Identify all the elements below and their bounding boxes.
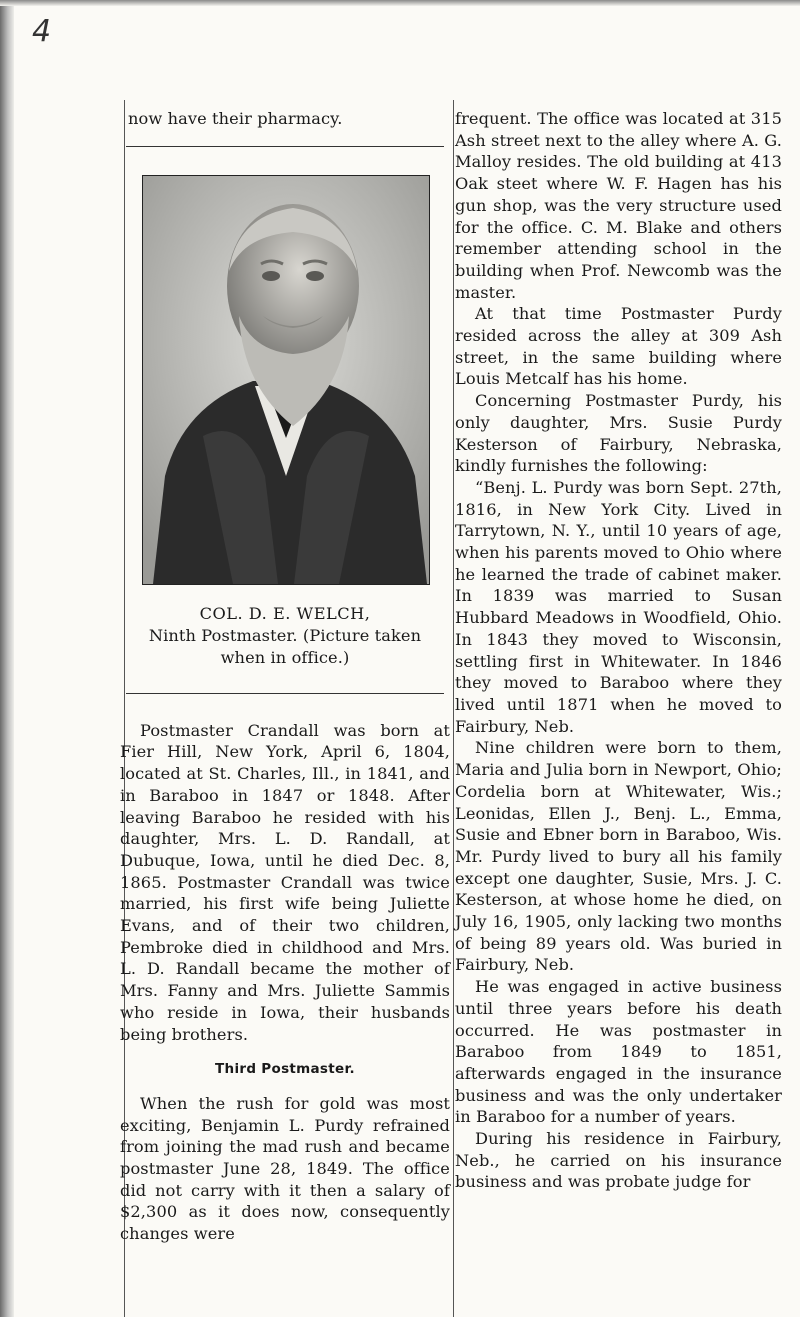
third-postmaster-heading: Third Postmaster.	[215, 1061, 355, 1078]
concerning-paragraph: Concerning Postmaster Purdy, his only daughter, Mrs. Susie Purdy Kesterson of Fairbury, Nebraska, kindly furnishes the following:	[455, 391, 782, 476]
residence-paragraph: At that time Postmaster Purdy resided across the alley at 309 Ash street, in the same building where Louis Metcalf has his home.	[455, 304, 782, 389]
section-rule	[126, 146, 444, 147]
page-top-edge	[0, 0, 800, 6]
portrait-illustration	[143, 176, 429, 584]
portrait-caption	[120, 603, 450, 669]
business-paragraph: He was engaged in active business until three years before his death occurred. He was postmaster in Baraboo from 1849 to 1851, afterwards engaged in the insurance business and was the only undertaker in Baraboo for a number of years.	[455, 977, 782, 1127]
gold-rush-paragraph: When the rush for gold was most exciting, Benjamin L. Purdy refrained from joining the mad rush and became postmaster June 28, 1849. The office did not carry with it then a salary of $2,300 as it does now, consequently changes were	[120, 1093, 450, 1244]
caption-rule	[126, 693, 444, 694]
right-column	[455, 108, 782, 1193]
fairbury-paragraph: During his residence in Fairbury, Neb., he carried on his insurance business and was probate judge for	[455, 1129, 782, 1192]
left-column	[120, 108, 450, 1245]
office-location-paragraph: frequent. The office was located at 315 Ash street next to the alley where A. G. Malloy resides. The old building at 413 Oak steet where W. F. Hagen has his gun shop, was the very structure used for the office. C. M. Blake and others remember attending school in the building when Prof. Newcomb was the master.	[455, 109, 782, 302]
caption-line-2: Ninth Postmaster. (Picture taken	[148, 625, 422, 645]
quoted-biography-paragraph: “Benj. L. Purdy was born Sept. 27th, 1816, in New York City. Lived in Tarrytown, N. Y., until 10 years of age, when his parents moved to Ohio where he learned the trade of cabinet maker. In 1839 was married to Susan Hubbard Meadows in Woodfield, Ohio. In 1843 they moved to Wisconsin, settling first in Whitewater. In 1846 they moved to Baraboo where they lived until 1871 when he moved to Fairbury, Neb.	[455, 477, 782, 736]
top-fragment: now have their pharmacy.	[128, 109, 343, 128]
column-divider	[453, 100, 454, 1317]
portrait-photo	[142, 175, 430, 585]
crandall-paragraph: Postmaster Crandall was born at Fier Hill, New York, April 6, 1804, located at St. Charles, Ill., in 1841, and in Baraboo in 1847 or 1848. After leaving Baraboo he resided with his daughter, Mrs. L. D. Randall, at Dubuque, Iowa, until he died Dec. 8, 1865. Postmaster Crandall was twice married, his first wife being Juliette Evans, and of their two children, Pembroke died in childhood and Mrs. L. D. Randall became the mother of Mrs. Fanny and Mrs. Juliette Sammis who reside in Iowa, their husbands being brothers.	[120, 720, 450, 1044]
children-paragraph: Nine children were born to them, Maria and Julia born in Newport, Ohio; Cordelia born at Whitewater, Wis.; Leonidas, Ellen J., Benj. L., Emma, Susie and Ebner born in Baraboo, Wis. Mr. Purdy lived to bury all his family except one daughter, Susie, Mrs. J. C. Kesterson, at whose home he died, on July 16, 1905, only lacking two months of being 89 years old. Was buried in Fairbury, Neb.	[455, 738, 782, 975]
page-shadow-edge	[0, 0, 14, 1317]
caption-name: COL. D. E. WELCH,	[199, 603, 371, 623]
handwritten-page-number: 4	[32, 14, 52, 49]
caption-line-3: when in office.)	[220, 647, 350, 667]
